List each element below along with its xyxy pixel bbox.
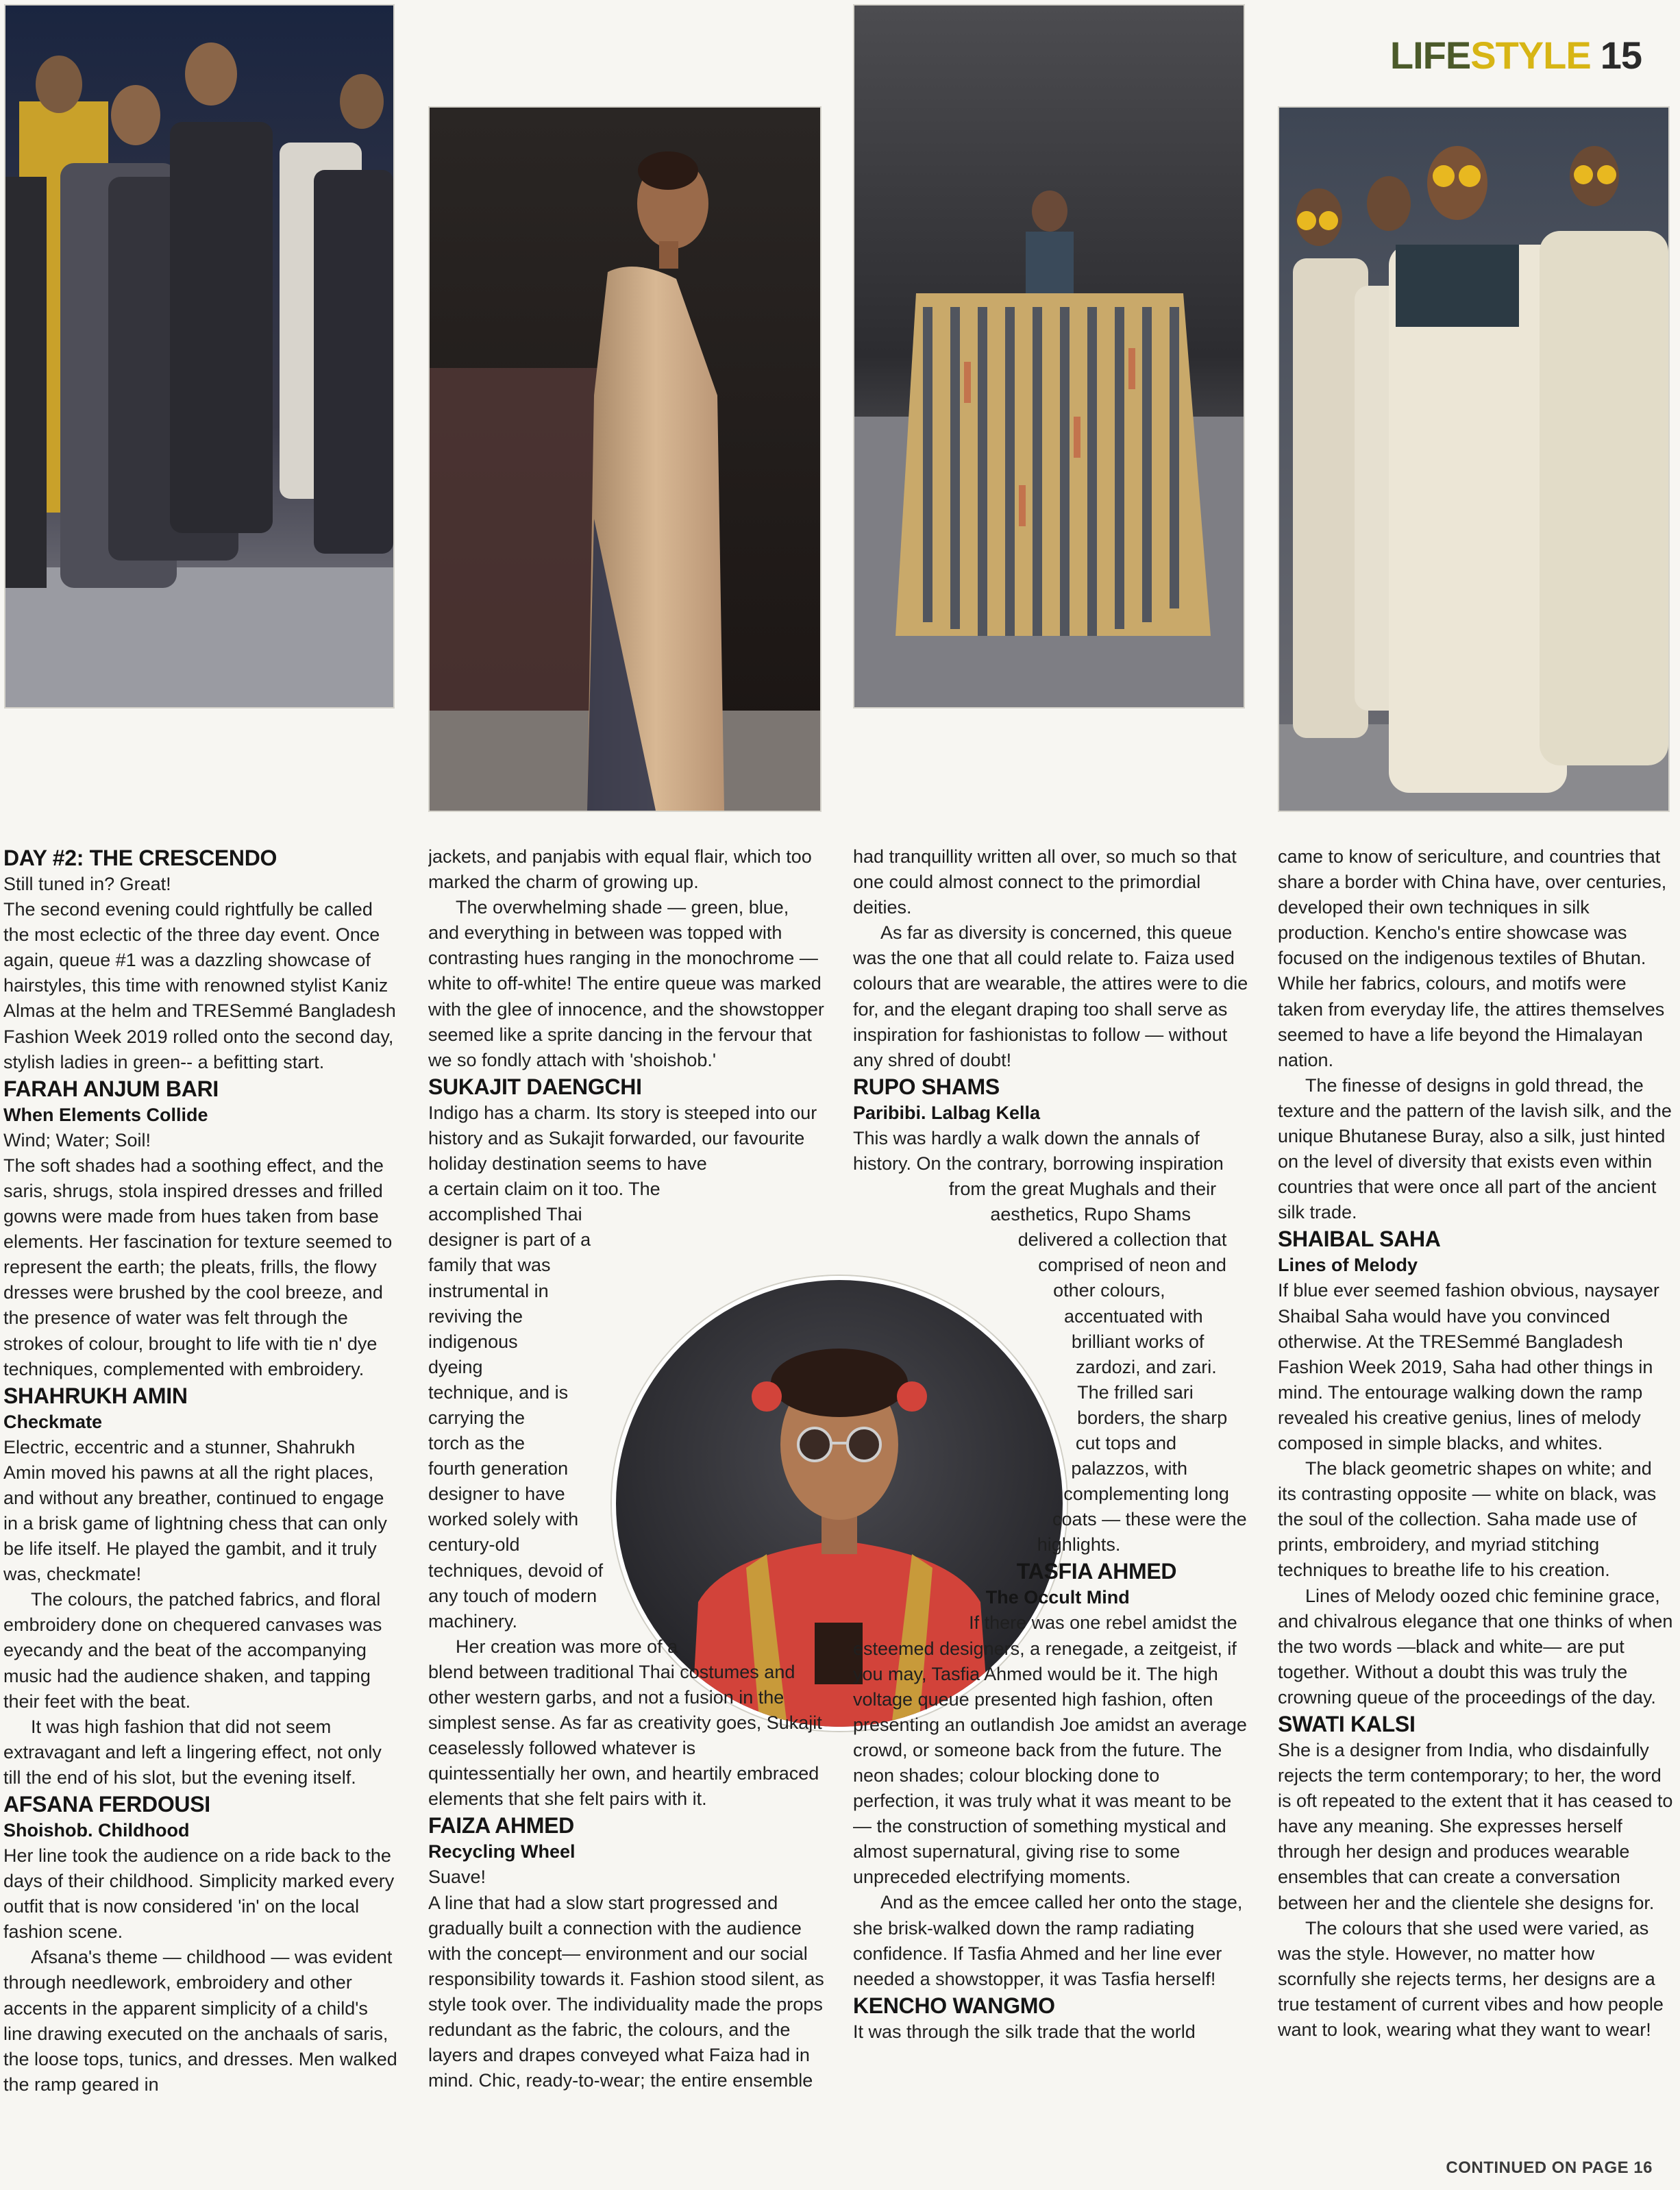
tasfia-paragraph-2: And as the emcee called her onto the stage, she brisk-walked down the ramp radiating confidence. If Tasfia Ahmed and her line ever needed a showstopper, it was Tasfia herself! — [853, 1892, 1243, 1989]
heading-swati-kalsi: SWATI KALSI — [1278, 1712, 1416, 1736]
heading-faiza-ahmed: FAIZA AHMED — [428, 1813, 574, 1838]
subheading-checkmate: Checkmate — [3, 1411, 103, 1432]
sukajit-paragraph-1: Indigo has a charm. Its story is steeped into our history and as Sukajit forwarded, our favourite holiday destination seems to have a certain claim on it too. The accomplished Thai designer is part of a family that was instrumental in reviving the indigenous dyeing technique, and is carrying the torch as the fourth generation designer to have worked solely with century-old techniques, devoid of any touch of modern machinery. — [428, 1102, 817, 1632]
continued-on-page: CONTINUED ON PAGE 16 — [1446, 2158, 1653, 2177]
subheading-when-elements-collide: When Elements Collide — [3, 1104, 208, 1125]
subheading-shoishob: Shoishob. Childhood — [3, 1820, 190, 1841]
subheading-paribibi: Paribibi. Lalbag Kella — [853, 1102, 1041, 1123]
faiza-paragraph: A line that had a slow start progressed and gradually built a connection with the audience with the concept— environment and our social responsibility towards it. Fashion stood silent, as style took over. The individuality made the props redundant as the fabric, the colours, and the layers and drapes conveyed what Faiza had in mind. Chic, ready-to-wear; the entire ensemble — [428, 1892, 824, 2091]
rupo-paragraph: This was hardly a walk down the annals of history. On the contrary, borrowing inspiration from the great Mughals and their aesthetics, Rupo Shams delivered a collection that comprised of neon and other colours, accentuated with brilliant works of zardozi, and zari. The frilled sari borders, the sharp cut tops and palazzos, with complementing long coats — these were the highlights. — [853, 1127, 1247, 1555]
photo-sarees-sunglasses — [1278, 106, 1670, 812]
col4-finesse-paragraph: The finesse of designs in gold thread, the texture and the pattern of the lavish silk, and the unique Bhutanese Buray, also a silk, just hinted on the level of diversity that exists even within countries that were once all part of the ancient silk trade. — [1278, 1074, 1672, 1223]
afsana-paragraph-2: Afsana's theme — childhood — was evident through needlework, embroidery and other accents in the apparent simplicity of a child's line drawing executed on the anchaals of saris, the loose tops, tunics, and dresses. Men walked the ramp geared in — [3, 1947, 397, 2095]
afsana-paragraph-1: Her line took the audience on a ride back to the days of their childhood. Simplicity marked every outfit that is now considered 'in' on the local fashion scene. — [3, 1845, 395, 1943]
shahrukh-paragraph-3: It was high fashion that did not seem extravagant and left a lingering effect, not only till the end of his slot, but the evening itself. — [3, 1716, 382, 1788]
intro-line: Still tuned in? Great! — [3, 874, 171, 894]
photo-fringed-cape — [853, 4, 1245, 709]
photo-runway-group — [4, 4, 395, 709]
subheading-lines-of-melody: Lines of Melody — [1278, 1255, 1418, 1276]
shaibal-paragraph-2: The black geometric shapes on white; and its contrasting opposite — white on black, was the soul of the collection. Saha made use of prints, embroidery, and myriad stitching techniques to breathe life to his creation. — [1278, 1458, 1657, 1581]
masthead-style: STYLE — [1470, 34, 1591, 77]
shahrukh-paragraph-1: Electric, eccentric and a stunner, Shahrukh Amin moved his pawns at all the right places, and without any breather, continued to engage in a brisk game of lightning chess that can only be life itself. He played the gambit, and it truly was, checkmate! — [3, 1436, 387, 1585]
heading-day-2: DAY #2: THE CRESCENDO — [3, 846, 277, 870]
subheading-occult-mind: The Occult Mind — [985, 1587, 1130, 1608]
shahrukh-paragraph-2: The colours, the patched fabrics, and floral embroidery done on chequered canvases was eyecandy and the beat of the accompanying music had the audience shaken, and tapping their feet with the beat. — [3, 1589, 382, 1712]
shaibal-paragraph-1: If blue ever seemed fashion obvious, naysayer Shaibal Saha would have you convinced otherwise. At the TRESemmé Bangladesh Fashion Week 2019, Saha had other things in mind. The entourage walking down the ramp revealed his creative genius, lines of melody composed in simple blacks, and whites. — [1278, 1280, 1659, 1453]
swati-paragraph-2: The colours that she used were varied, as was the style. However, no matter how scornfully she rejects terms, her designs are a true testament of current vibes and how people want to look, wearing what they want to wear! — [1278, 1917, 1664, 2041]
masthead — [1390, 32, 1642, 79]
sukajit-paragraph-2: Her creation was more of a blend between traditional Thai costumes and other western garbs, and not a fusion in the simplest sense. As far as creativity goes, Sukajit ceaselessly followed whatever is quintessentially her own, and heartily embraced elements that she felt pairs with it. — [428, 1636, 822, 1810]
col3-continuation: had tranquillity written all over, so much so that one could almost connect to the primordial deities. — [853, 846, 1237, 918]
heading-shahrukh-amin: SHAHRUKH AMIN — [3, 1383, 188, 1408]
heading-farah-anjum-bari: FARAH ANJUM BARI — [3, 1076, 219, 1101]
heading-tasfia-ahmed: TASFIA AHMED — [1016, 1559, 1177, 1584]
col2-continuation: jackets, and panjabis with equal flair, which too marked the charm of growing up. — [428, 846, 812, 893]
swati-paragraph-1: She is a designer from India, who disdainfully rejects the term contemporary; to her, the word is oft repeated to the extent that it has ceased to have any meaning. She expresses herself through her design and produces wearable ensembles that can create a conversation between her and the clientele she designs for. — [1278, 1740, 1673, 1913]
subheading-recycling-wheel: Recycling Wheel — [428, 1841, 576, 1862]
col2-shade-paragraph: The overwhelming shade — green, blue, and everything in between was topped with contrasting hues ranging in the monochrome — white to off-white! The entire queue was marked with the glee of innocence, and the showstopper seemed like a sprite dancing in the fervour that we so fondly attach with 'shoishob.' — [428, 897, 824, 1070]
heading-shaibal-saha: SHAIBAL SAHA — [1278, 1227, 1441, 1252]
col3-diversity-paragraph: As far as diversity is concerned, this queue was the one that all could relate to. Faiza used colours that are wearable, the attires were to die for, and the elegant draping too shall serve as inspiration for fashionistas to follow — without any shred of doubt! — [853, 922, 1248, 1070]
photo-gold-gown — [428, 106, 822, 812]
page-number: 15 — [1600, 34, 1642, 77]
farah-tagline: Wind; Water; Soil! — [3, 1129, 151, 1151]
tasfia-paragraph-1: If there was one rebel amidst the esteemed designers, a renegade, a zeitgeist, if you may, Tasfia Ahmed would be it. The high voltage queue presented high fashion, often presenting an outlandish Joe amidst an average crowd, or someone back from the future. The neon shades; colour blocking done to perfection, it was truly what it was meant to be — the construction of something mystical and almost supernatural, giving rise to some unpreceded electrifying moments. — [853, 1612, 1247, 1888]
column-1 — [3, 844, 399, 2187]
farah-paragraph: The soft shades had a soothing effect, and the saris, shrugs, stola inspired dresses and frilled gowns were made from hues taken from base elements. Her fascination for texture seemed to represent the earth; the pleats, frills, the flowy dresses were brushed by the cool breeze, and the presence of water was felt through the strokes of colour, brought to life with tie n' dye techniques, complemented with embroidery. — [3, 1155, 393, 1379]
heading-sukajit-daengchi: SUKAJIT DAENGCHI — [428, 1074, 642, 1099]
heading-rupo-shams: RUPO SHAMS — [853, 1074, 1000, 1099]
faiza-tagline: Suave! — [428, 1867, 486, 1888]
intro-paragraph: The second evening could rightfully be called the most eclectic of the three day event. Once again, queue #1 was a dazzling showcase of hairstyles, this time with renowned stylist Kaniz Almas at the helm and TRESemmé Bangladesh Fashion Week 2019 rolled onto the second day, stylish ladies in green-- a befitting start. — [3, 899, 396, 1072]
column-4 — [1278, 844, 1674, 2187]
masthead-life: LIFE — [1389, 34, 1471, 77]
shaibal-paragraph-3: Lines of Melody oozed chic feminine grace, and chivalrous elegance that one thinks of when the two words —black and white— are put together. Without a doubt this was truly the crowning queue of the proceedings of the day. — [1278, 1585, 1673, 1708]
column-3 — [853, 844, 1249, 2187]
column-2 — [428, 844, 824, 2187]
heading-kencho-wangmo: KENCHO WANGMO — [853, 1993, 1055, 2018]
heading-afsana-ferdousi: AFSANA FERDOUSI — [3, 1792, 210, 1817]
col4-continuation: came to know of sericulture, and countries that share a border with China have, over centuries, developed their own techniques in silk production. Kencho's entire showcase was focused on the indigenous textiles of Bhutan. While her fabrics, colours, and motifs were taken from everyday life, the attires themselves seemed to have a life beyond the Himalayan nation. — [1278, 846, 1667, 1070]
kencho-paragraph-start: It was through the silk trade that the world — [853, 2021, 1196, 2042]
